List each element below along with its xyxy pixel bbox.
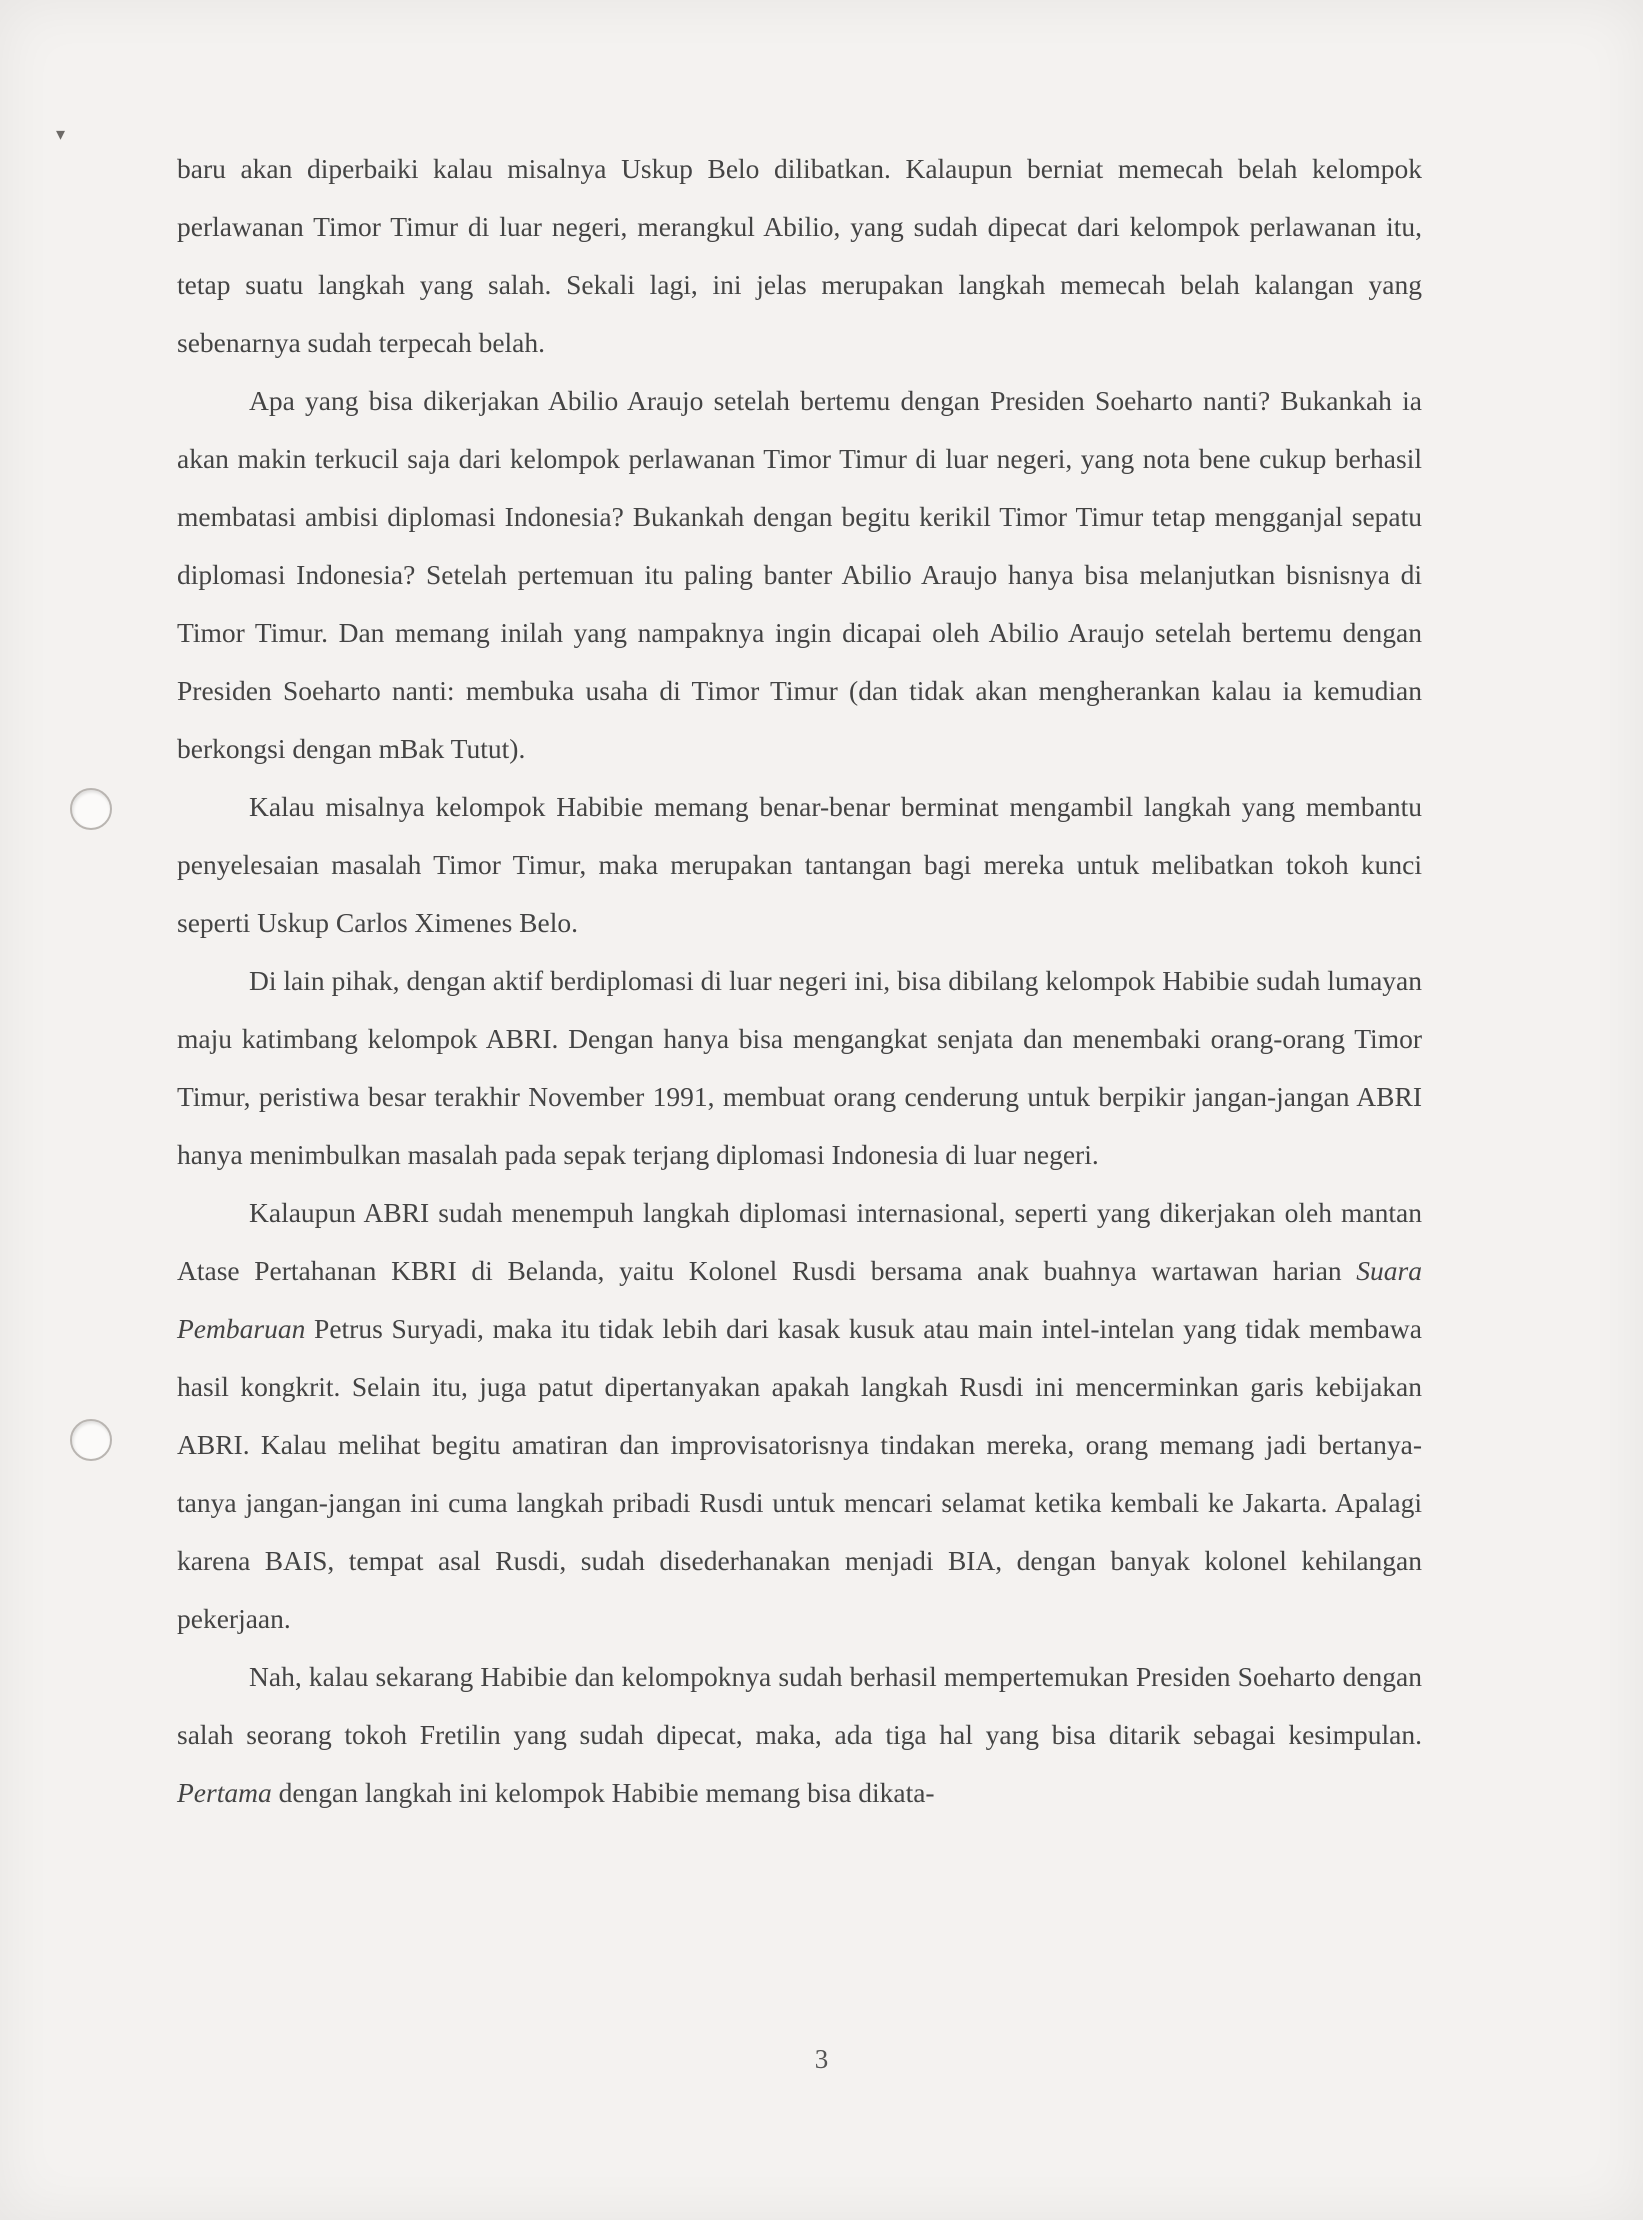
paragraph-text: Nah, kalau sekarang Habibie dan kelompoknya sudah berhasil mempertemukan Presiden Soeharto dengan salah seorang tokoh Fretilin yang sudah dipecat, maka, ada tiga hal yang bisa ditarik sebagai kesimpulan. [177,1661,1422,1750]
page-number: 3 [814,2044,829,2074]
paragraph-text: dengan langkah ini kelompok Habibie memang bisa dikata- [271,1777,935,1808]
paragraph-5 [177,1184,1422,1648]
punch-hole-upper [70,788,112,830]
newspaper-title: Suara Pembaruan [177,1255,1422,1344]
emphasis-text: Pertama [177,1777,272,1808]
punch-hole-lower [70,1419,112,1461]
paragraph-text: Kalaupun ABRI sudah menempuh langkah diplomasi internasional, seperti yang dikerjakan oleh mantan Atase Pertahanan KBRI di Belanda, yaitu Kolonel Rusdi bersama anak buahnya wartawan harian [177,1197,1422,1286]
paragraph-text: Kalau misalnya kelompok Habibie memang benar-benar berminat mengambil langkah yang membantu penyelesaian masalah Timor Timur, maka merupakan tantangan bagi mereka untuk melibatkan tokoh kunci seperti Uskup Carlos Ximenes Belo. [177,791,1422,938]
paragraph-6 [177,1648,1422,1822]
paragraph-text: Apa yang bisa dikerjakan Abilio Araujo setelah bertemu dengan Presiden Soeharto nanti? Bukankah ia akan makin terkucil saja dari kelompok perlawanan Timor Timur di luar negeri, yang nota bene cukup berhasil membatasi ambisi diplomasi Indonesia? Bukankah dengan begitu kerikil Timor Timur tetap mengganjal sepatu diplomasi Indonesia? Setelah pertemuan itu paling banter Abilio Araujo hanya bisa melanjutkan bisnisnya di Timor Timur. Dan memang inilah yang nampaknya ingin dicapai oleh Abilio Araujo setelah bertemu dengan Presiden Soeharto nanti: membuka usaha di Timor Timur (dan tidak akan mengherankan kalau ia kemudian berkongsi dengan mBak Tutut). [177,385,1422,764]
body-text [177,140,1422,1822]
paragraph-3 [177,778,1422,952]
paragraph-text: Petrus Suryadi, maka itu tidak lebih dari kasak kusuk atau main intel-intelan yang tidak membawa hasil kongkrit. Selain itu, juga patut dipertanyakan apakah langkah Rusdi ini mencerminkan garis kebijakan ABRI. Kalau melihat begitu amatiran dan improvisatorisnya tindakan mereka, orang memang jadi bertanya-tanya jangan-jangan ini cuma langkah pribadi Rusdi untuk mencari selamat ketika kembali ke Jakarta. Apalagi karena BAIS, tempat asal Rusdi, sudah disederhanakan menjadi BIA, dengan banyak kolonel kehilangan pekerjaan. [177,1313,1422,1634]
paragraph-text: Di lain pihak, dengan aktif berdiplomasi di luar negeri ini, bisa dibilang kelompok Habibie sudah lumayan maju katimbang kelompok ABRI. Dengan hanya bisa mengangkat senjata dan menembaki orang-orang Timor Timur, peristiwa besar terakhir November 1991, membuat orang cenderung untuk berpikir jangan-jangan ABRI hanya menimbulkan masalah pada sepak terjang diplomasi Indonesia di luar negeri. [177,965,1422,1170]
paragraph-2 [177,372,1422,778]
paragraph-text: baru akan diperbaiki kalau misalnya Uskup Belo dilibatkan. Kalaupun berniat memecah belah kelompok perlawanan Timor Timur di luar negeri, merangkul Abilio, yang sudah dipecat dari kelompok perlawanan itu, tetap suatu langkah yang salah. Sekali lagi, ini jelas merupakan langkah memecah belah kalangan yang sebenarnya sudah terpecah belah. [177,153,1422,358]
paragraph-1 [177,140,1422,372]
page-mark: ▾ [56,124,66,145]
paragraph-4 [177,952,1422,1184]
